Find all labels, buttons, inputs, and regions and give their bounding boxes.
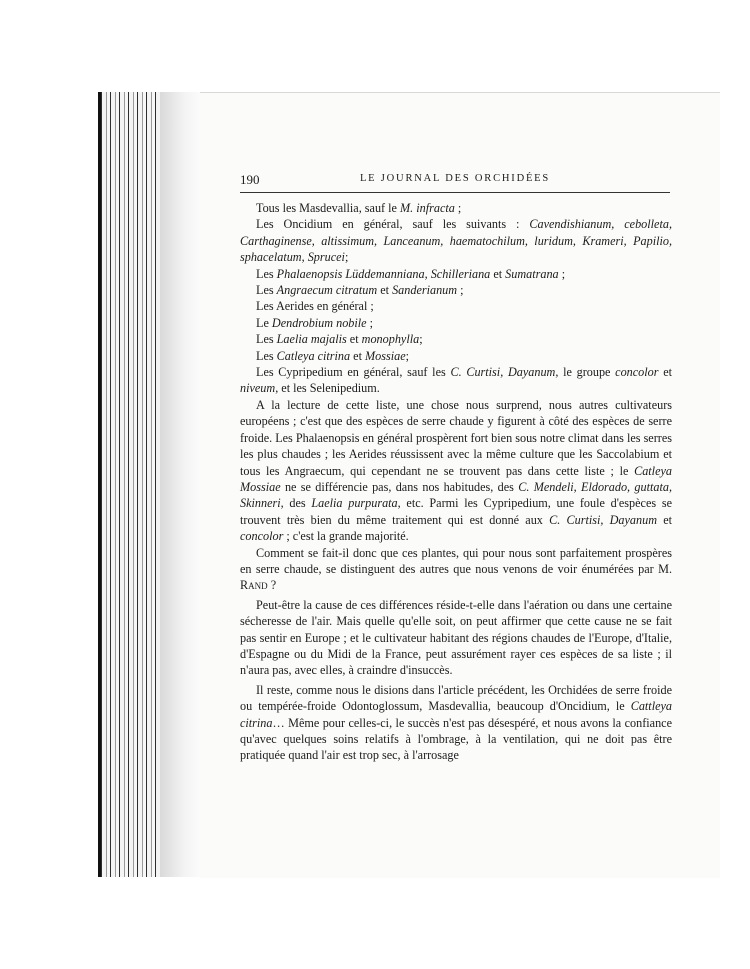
running-title: LE JOURNAL DES ORCHIDÉES bbox=[359, 173, 551, 184]
paragraph: Il reste, comme nous le disions dans l'article précédent, les Orchidées de serre froide ou tempérée-froide Odontoglossum, Masdevallia, beaucoup d'Oncidium, le Cattleya citrina… Même pour celles-ci, le succès n'est pas désespéré, et nous avons la confiance qu'avec quelques soins relatifs à l'ombrage, à la ventilation, qui ne doit pas être pratiquée quand l'air est trop sec, à l'arrosage bbox=[240, 682, 672, 763]
list-item: Les Aerides en général ; bbox=[256, 299, 374, 314]
running-header bbox=[240, 170, 670, 193]
paragraph: A la lecture de cette liste, une chose nous surprend, nous autres cultivateurs européens ; c'est que des espèces de serre chaude y figurent à côté des espèces de serre froide. Les Phalaenopsis en général prospèrent fort bien sous notre climat dans les serres les plus chaudes ; les Aerides réussissent avec la même culture que les Saccolabium et tous les Angraecum, qui cependant ne se trouvent pas dans cette liste ; le Catleya Mossiae ne se différencie pas, dans nos habitudes, des C. Mendeli, Eldorado, guttata, Skinneri, des Laelia purpurata, etc. Parmi les Cypripedium, une foule d'espèces se trouvent très bien du même traitement qui est donné aux C. Curtisi, Dayanum et concolor ; c'est la grande majorité. bbox=[240, 397, 672, 544]
list-item: Le Dendrobium nobile ; bbox=[256, 315, 374, 330]
list-item: Les Angraecum citratum et Sanderianum ; bbox=[256, 283, 464, 298]
book-page-stack bbox=[98, 92, 163, 877]
list-item: Tous les Masdevallia, sauf le M. infracta ; bbox=[256, 201, 462, 215]
list-item: Les Catleya citrina et Mossiae; bbox=[256, 348, 410, 363]
list-item: Les Oncidium en général, sauf les suivants : Cavendishianum, cebolleta, Carthaginense, altissimum, Lanceanum, haematochilum, luridum, Krameri, Papilio, sphacelatum, Sprucei; bbox=[240, 217, 672, 265]
paragraph: Comment se fait-il donc que ces plantes, qui pour nous sont parfaitement prospères en serre chaude, se distinguent des autres que nous venons de voir énumérées par M. Rand ? bbox=[240, 545, 672, 593]
gutter-shadow bbox=[160, 92, 200, 877]
page-number: 190 bbox=[240, 172, 260, 187]
list-item: Les Phalaenopsis Lüddemanniana, Schilleriana et Sumatrana ; bbox=[256, 266, 566, 281]
list-item: Les Laelia majalis et monophylla; bbox=[256, 332, 423, 347]
list-item: Les Cypripedium en général, sauf les C. Curtisi, Dayanum, le groupe concolor et niveum, et les Selenipedium. bbox=[240, 365, 673, 396]
body-text bbox=[240, 200, 672, 764]
paragraph: Peut-être la cause de ces différences réside-t-elle dans l'aération ou dans une certaine sécheresse de l'air. Mais quelle qu'elle soit, on peut affirmer que cette cause ne se fait pas sentir en Europe ; et le cultivateur habitant des régions chaudes de l'Europe, d'Italie, d'Espagne ou du Midi de la France, peut assurément rayer ces espèces de sa liste ; il n'aura pas, avec elles, à craindre d'insuccès. bbox=[240, 597, 672, 678]
